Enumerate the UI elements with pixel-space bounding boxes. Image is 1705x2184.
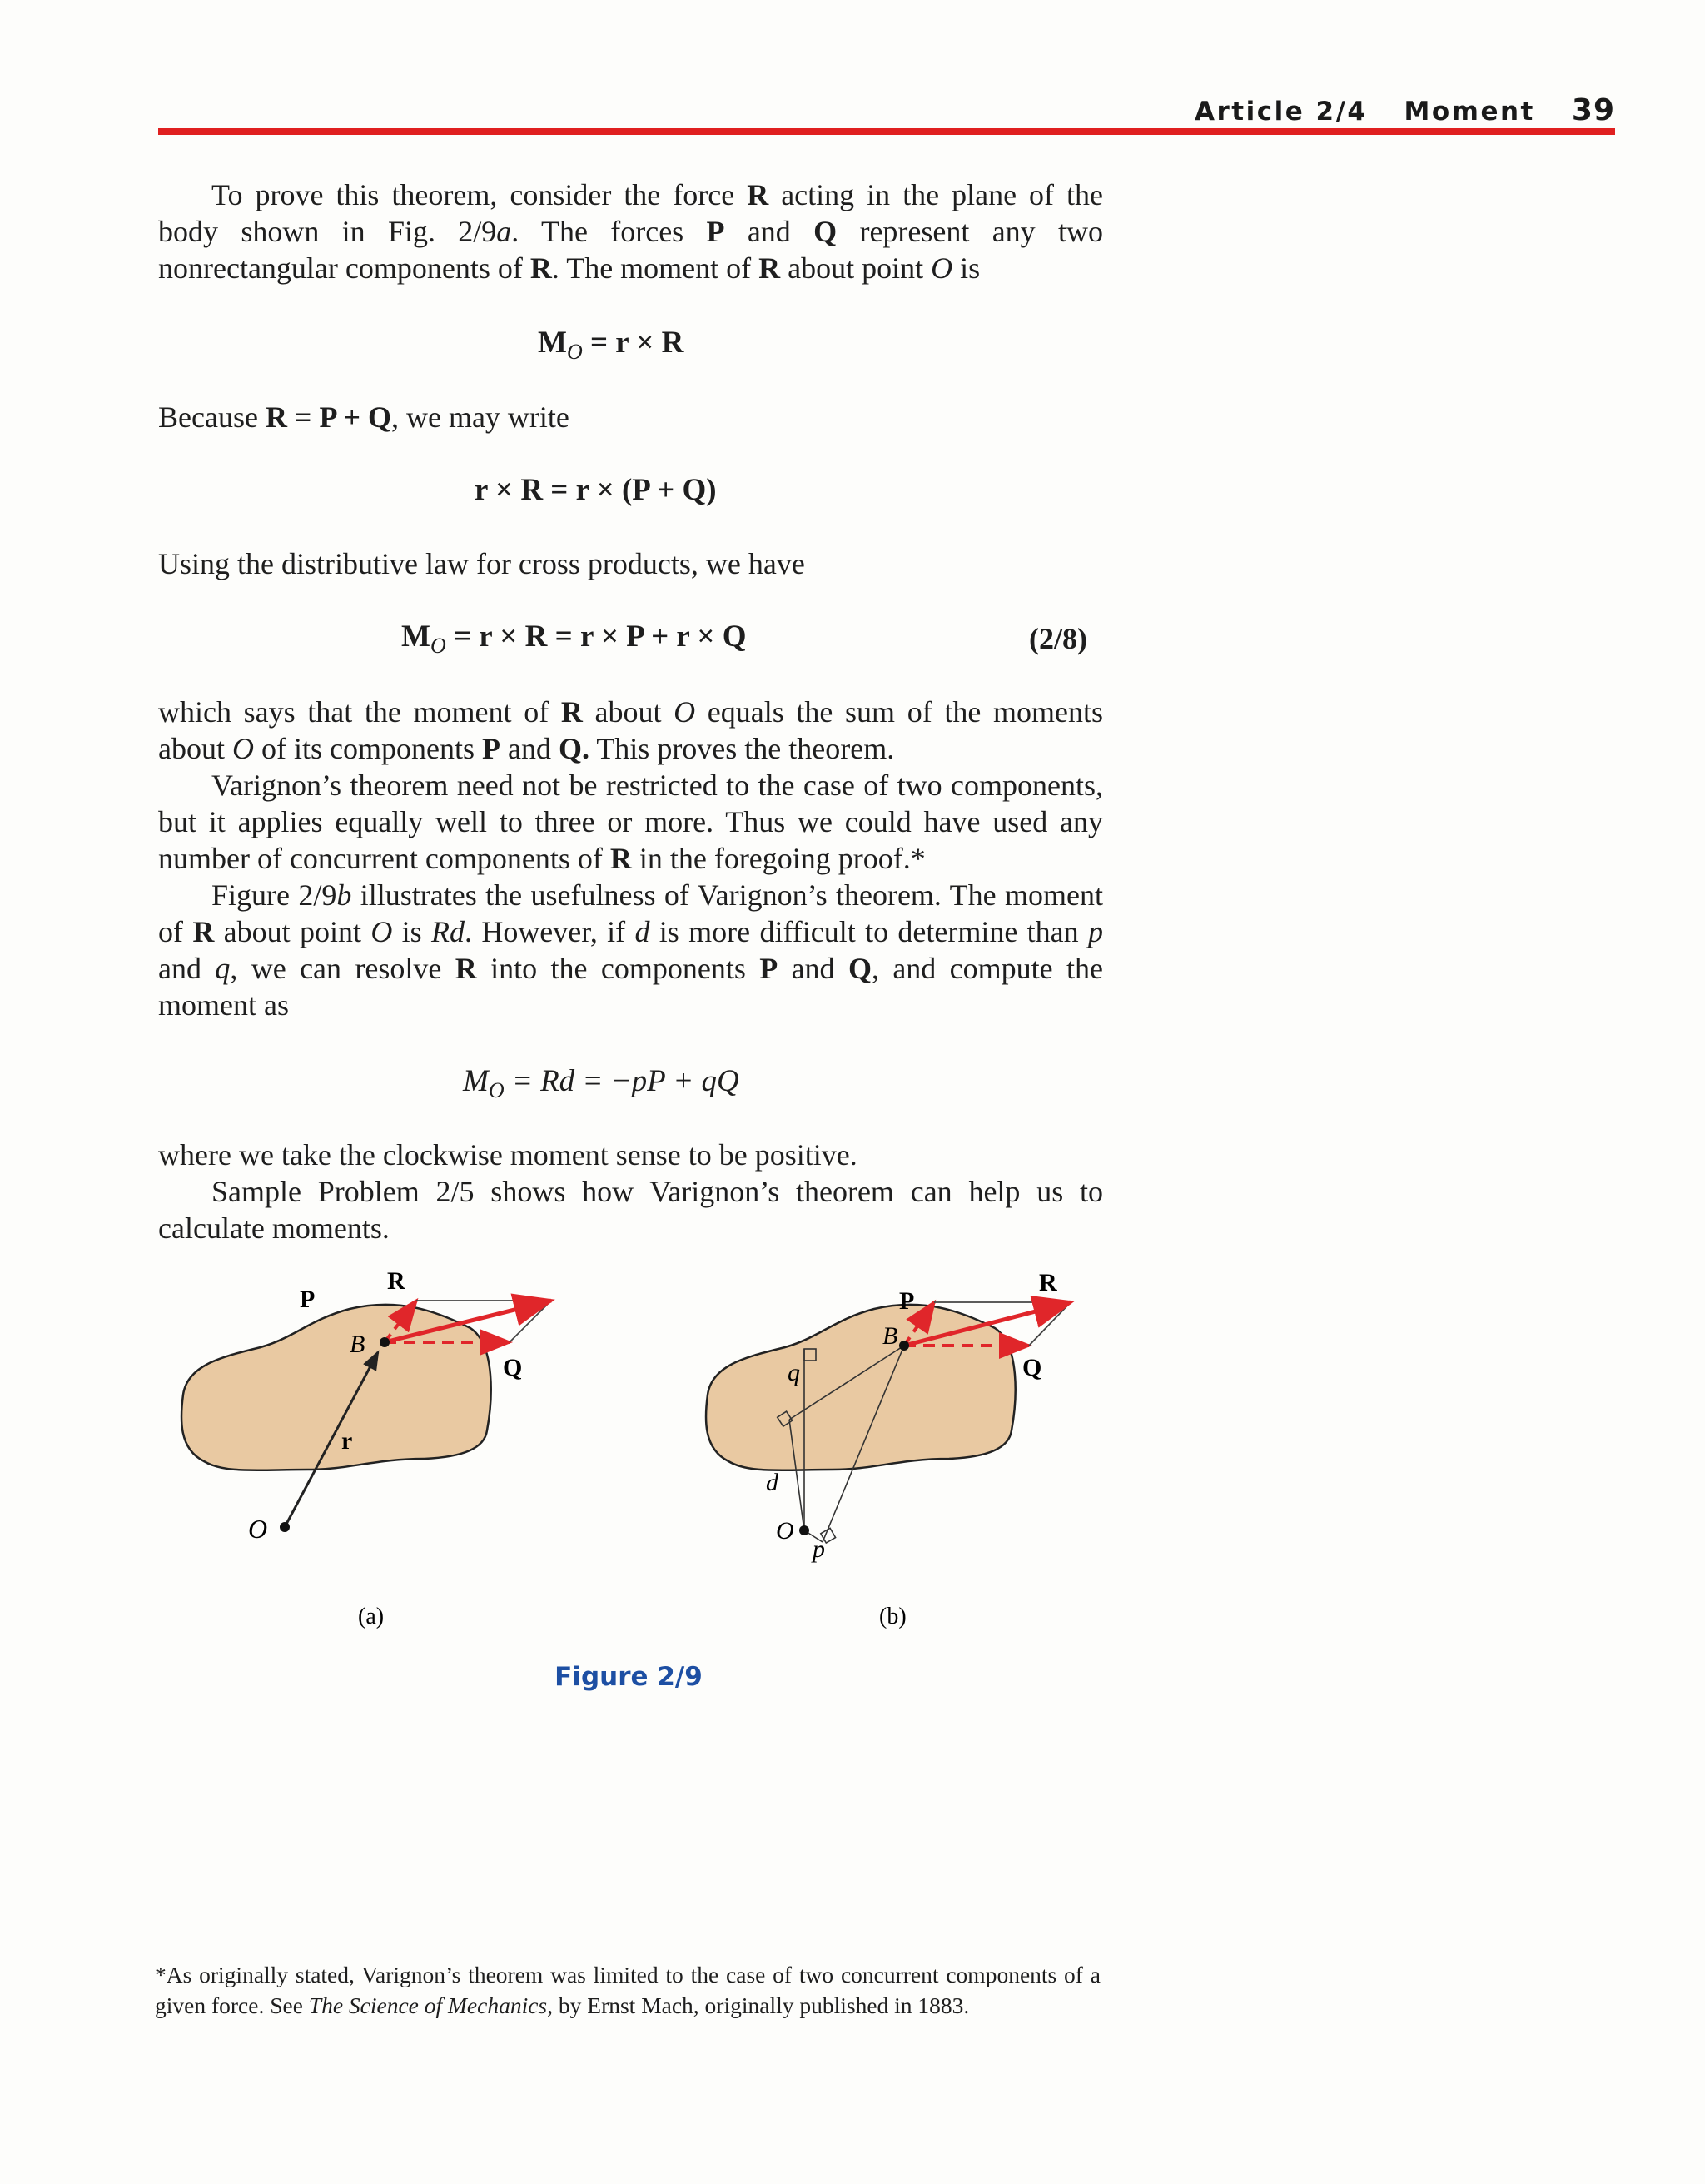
paragraph-4: which says that the moment of R about O equals the sum of the moments about O of its components P and Q. This proves the theorem.	[158, 695, 1103, 765]
label-b-b: B	[882, 1322, 898, 1350]
figure-2-9	[158, 1267, 1116, 1649]
point-o-b	[799, 1525, 809, 1535]
rigid-body-a	[181, 1305, 491, 1470]
label-r-b: R	[1039, 1269, 1057, 1296]
footnote: *As originally stated, Varignon’s theorem was limited to the case of two concurrent components of a given force. See The Science of Mechanics, by Ernst Mach, originally published in 1883.	[155, 1962, 1101, 2018]
point-b-a	[380, 1337, 390, 1347]
header-section: Moment	[1404, 97, 1535, 127]
label-b-a: B	[350, 1331, 365, 1358]
paragraphs-4-6	[158, 694, 1103, 1023]
label-p-b: P	[899, 1287, 915, 1315]
label-r-vector: r	[341, 1427, 353, 1455]
running-header	[0, 93, 1615, 127]
point-o-a	[280, 1522, 290, 1532]
page-number: 39	[1571, 93, 1615, 127]
paragraph-3: Using the distributive law for cross products, we have	[158, 547, 805, 580]
paragraph-5: Varignon’s theorem need not be restricted to the case of two components, but it applies equally well to three or more. Thus we could have used any number of concurrent components of R in the foregoing proof.*	[158, 769, 1103, 875]
label-q-distance: q	[788, 1359, 800, 1386]
label-q-b: Q	[1022, 1354, 1042, 1381]
label-p-distance: p	[813, 1535, 825, 1563]
figure-caption: Figure 2/9	[554, 1662, 703, 1692]
paragraph-2: Because R = P + Q, we may write	[158, 400, 569, 434]
paragraph-7: where we take the clockwise moment sense to be positive.	[158, 1138, 857, 1172]
point-b-b	[899, 1341, 909, 1351]
label-d-distance: d	[766, 1469, 778, 1496]
paragraphs-7-8	[158, 1137, 1103, 1246]
equation-2-8: $M_O = r \times R = r \times P + r \times Q$	[401, 619, 747, 658]
equation-r-cross-p-plus-q: r × R = r × (P + Q)	[475, 473, 717, 507]
label-q-a: Q	[503, 1354, 523, 1381]
equation-number: (2/8)	[1029, 622, 1087, 655]
paragraph-6: Figure 2/9b illustrates the usefulness of Varignon’s theorem. The moment of R about point O is Rd. However, if d is more difficult to determine than p and q, we can resolve R into the components P and Q, and compute the moment as	[158, 878, 1103, 1022]
header-article: Article 2/4	[1195, 97, 1368, 127]
figure-panel-a	[181, 1267, 551, 1629]
figure-panel-b	[706, 1269, 1071, 1629]
panel-label-a: (a)	[358, 1604, 385, 1629]
header-rule	[158, 128, 1615, 135]
paragraph-8: Sample Problem 2/5 shows how Varignon’s theorem can help us to calculate moments.	[158, 1175, 1103, 1245]
label-o-a: O	[248, 1514, 268, 1544]
equation-mo-rd: $M_O = Rd = -pP$ + qQ	[463, 1064, 739, 1102]
panel-label-b: (b)	[879, 1604, 907, 1629]
equation-mo-r-cross-r: $M_O = r \times R$	[538, 326, 684, 364]
label-p-a: P	[300, 1286, 316, 1313]
paragraph-1: To prove this theorem, consider the force R acting in the plane of the body shown in Fig. 2/9a. The forces P and Q represent any two nonrectangular components of R. The moment of R about point O is	[158, 178, 1104, 285]
label-o-b: O	[776, 1517, 794, 1545]
label-r-a: R	[387, 1267, 405, 1295]
